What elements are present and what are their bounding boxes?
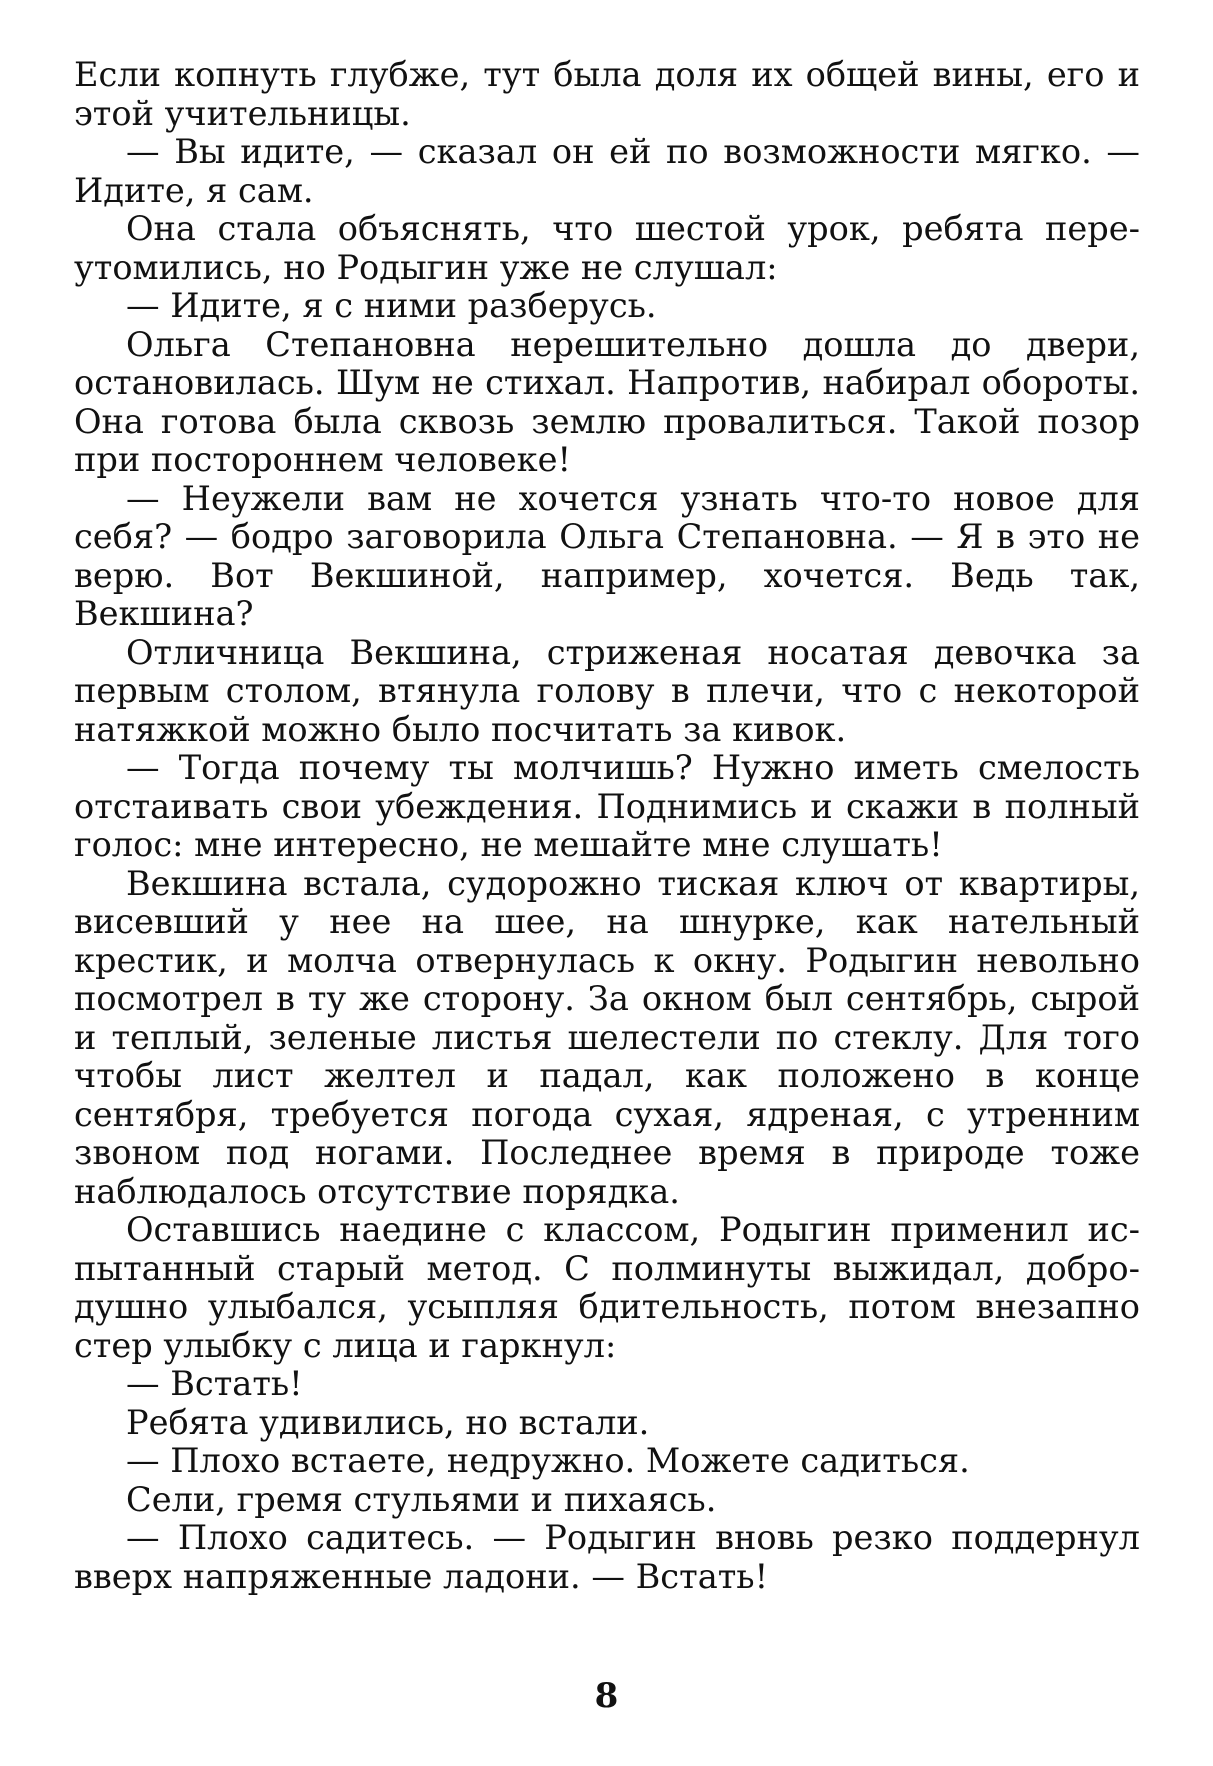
paragraph-1: Если копнуть глубже, тут была доля их общей вины, его и этой учительницы. <box>74 55 1140 133</box>
paragraph-9: Векшина встала, судорожно тиская ключ от квартиры, висевший у нее на шее, на шнурке, как нательный крестик, и молча отвернулась к окну. Родыгин невольно посмотрел в ту же сторону. За окном был сентябрь, сырой и теплый, зеленые листья шелестели по стеклу. Для того чтобы лист желтел и падал, как положено в конце сентября, требуется погода сухая, ядреная, с утренним звоном под ногами. Последнее время в природе тоже наблюдалось отсутствие порядка. <box>74 863 1140 1211</box>
page-number: 8 <box>594 1676 619 1716</box>
paragraph-12: Ребята удивились, но встали. <box>126 1402 650 1442</box>
paragraph-11: — Встать! <box>126 1364 303 1403</box>
paragraph-2: — Вы идите, — сказал он ей по возможности мягко. — Идите, я сам. <box>74 132 1140 210</box>
paragraph-10: Оставшись наедине с классом, Родыгин применил испытанный старый метод. С полминуты выжидал, добродушно улыбался, усыпляя бдительность, потом внезапно стер улыбку с лица и гаркнул: <box>74 1210 1140 1365</box>
paragraph-13: — Плохо встаете, недружно. Можете садиться. <box>126 1441 970 1480</box>
paragraph-4: — Идите, я с ними разберусь. <box>126 286 657 325</box>
paragraph-5: Ольга Степановна нерешительно дошла до двери, остановилась. Шум не стихал. Напротив, набирал обороты. Она готова была сквозь землю провалиться. Такой позор при постороннем человеке! <box>74 324 1140 479</box>
paragraph-15: — Плохо садитесь. — Родыгин вновь резко поддернул вверх напряженные ладони. — Встать! <box>74 1518 1140 1596</box>
paragraph-3: Она стала объяснять, что шестой урок, ребята переутомились, но Родыгин уже не слушал: <box>74 209 1140 287</box>
paragraph-14: Сели, гремя стульями и пихаясь. <box>126 1479 717 1519</box>
paragraph-8: — Тогда почему ты молчишь? Нужно иметь смелость отстаивать свои убеждения. Поднимись и скажи в полный голос: мне интересно, не мешайте мне слушать! <box>74 748 1140 864</box>
paragraph-7: Отличница Векшина, стриженая носатая девочка за первым столом, втянула голову в плечи, что с некоторой натяжкой можно было посчитать за кивок. <box>74 632 1140 749</box>
page-text-column <box>74 56 1140 1596</box>
paragraph-6: — Неужели вам не хочется узнать что-то новое для себя? — бодро заговорила Ольга Степановна. — Я в это не верю. Вот Векшиной, например, хочется. Ведь так, Векшина? <box>74 478 1140 633</box>
